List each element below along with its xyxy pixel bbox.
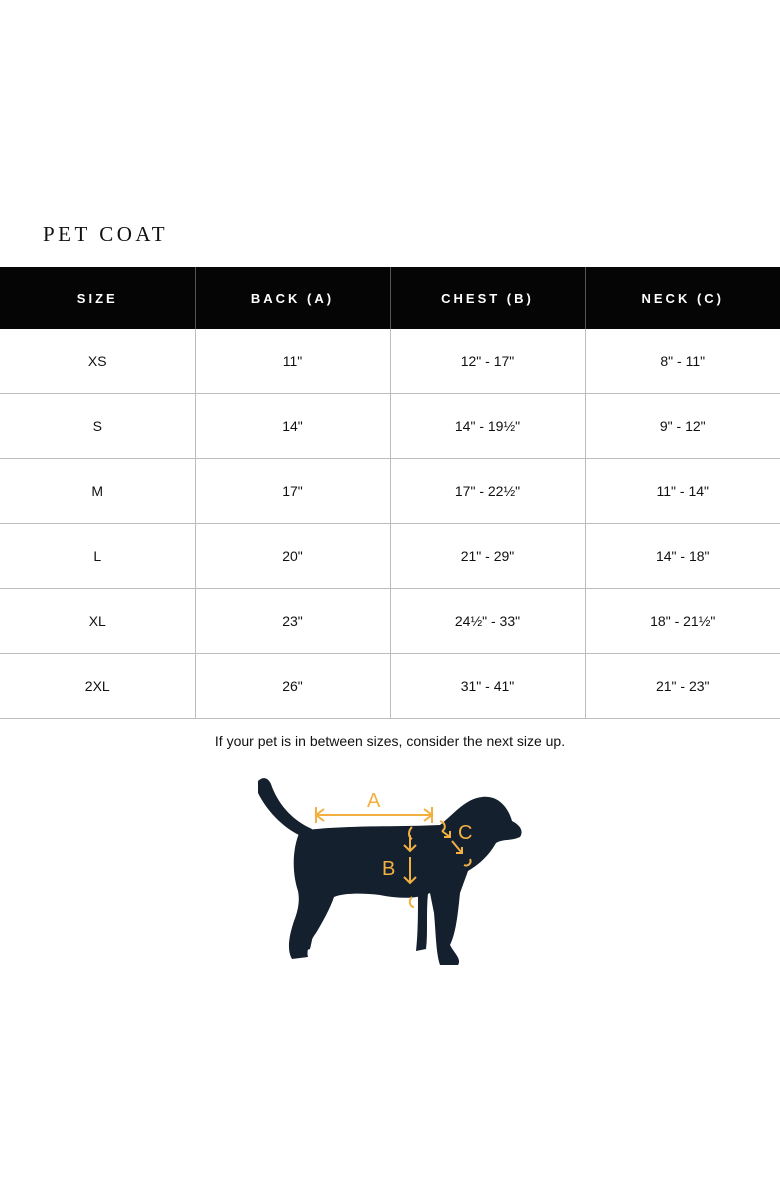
cell-chest: 21" - 29" bbox=[390, 524, 585, 589]
size-chart-table bbox=[0, 267, 780, 719]
cell-chest: 24½" - 33" bbox=[390, 589, 585, 654]
cell-back: 26" bbox=[195, 654, 390, 719]
cell-size: S bbox=[0, 394, 195, 459]
page-title: PET COAT bbox=[43, 222, 169, 246]
sizing-note: If your pet is in between sizes, consider the next size up. bbox=[214, 733, 566, 749]
cell-size: XS bbox=[0, 329, 195, 394]
cell-neck: 21" - 23" bbox=[585, 654, 780, 719]
cell-neck: 18" - 21½" bbox=[585, 589, 780, 654]
cell-chest: 12" - 17" bbox=[390, 329, 585, 394]
header-chest: CHEST (B) bbox=[390, 267, 585, 329]
cell-back: 11" bbox=[195, 329, 390, 394]
cell-size: 2XL bbox=[0, 654, 195, 719]
table-row bbox=[0, 654, 780, 719]
header-size: SIZE bbox=[0, 267, 195, 329]
cell-back: 17" bbox=[195, 459, 390, 524]
cell-size: M bbox=[0, 459, 195, 524]
label-a: A bbox=[367, 790, 381, 812]
dog-measurement-diagram bbox=[250, 773, 530, 978]
cell-back: 20" bbox=[195, 524, 390, 589]
table-row bbox=[0, 329, 780, 394]
header-neck: NECK (C) bbox=[585, 267, 780, 329]
cell-neck: 8" - 11" bbox=[585, 329, 780, 394]
cell-size: L bbox=[0, 524, 195, 589]
cell-size: XL bbox=[0, 589, 195, 654]
table-row bbox=[0, 459, 780, 524]
cell-chest: 14" - 19½" bbox=[390, 394, 585, 459]
table-row bbox=[0, 524, 780, 589]
table-row bbox=[0, 394, 780, 459]
cell-neck: 14" - 18" bbox=[585, 524, 780, 589]
label-c: C bbox=[458, 822, 473, 844]
cell-chest: 31" - 41" bbox=[390, 654, 585, 719]
table-row bbox=[0, 589, 780, 654]
header-back: BACK (A) bbox=[195, 267, 390, 329]
table-header-row bbox=[0, 267, 780, 329]
cell-neck: 9" - 12" bbox=[585, 394, 780, 459]
cell-chest: 17" - 22½" bbox=[390, 459, 585, 524]
cell-back: 14" bbox=[195, 394, 390, 459]
cell-neck: 11" - 14" bbox=[585, 459, 780, 524]
cell-back: 23" bbox=[195, 589, 390, 654]
label-b: B bbox=[382, 858, 396, 880]
